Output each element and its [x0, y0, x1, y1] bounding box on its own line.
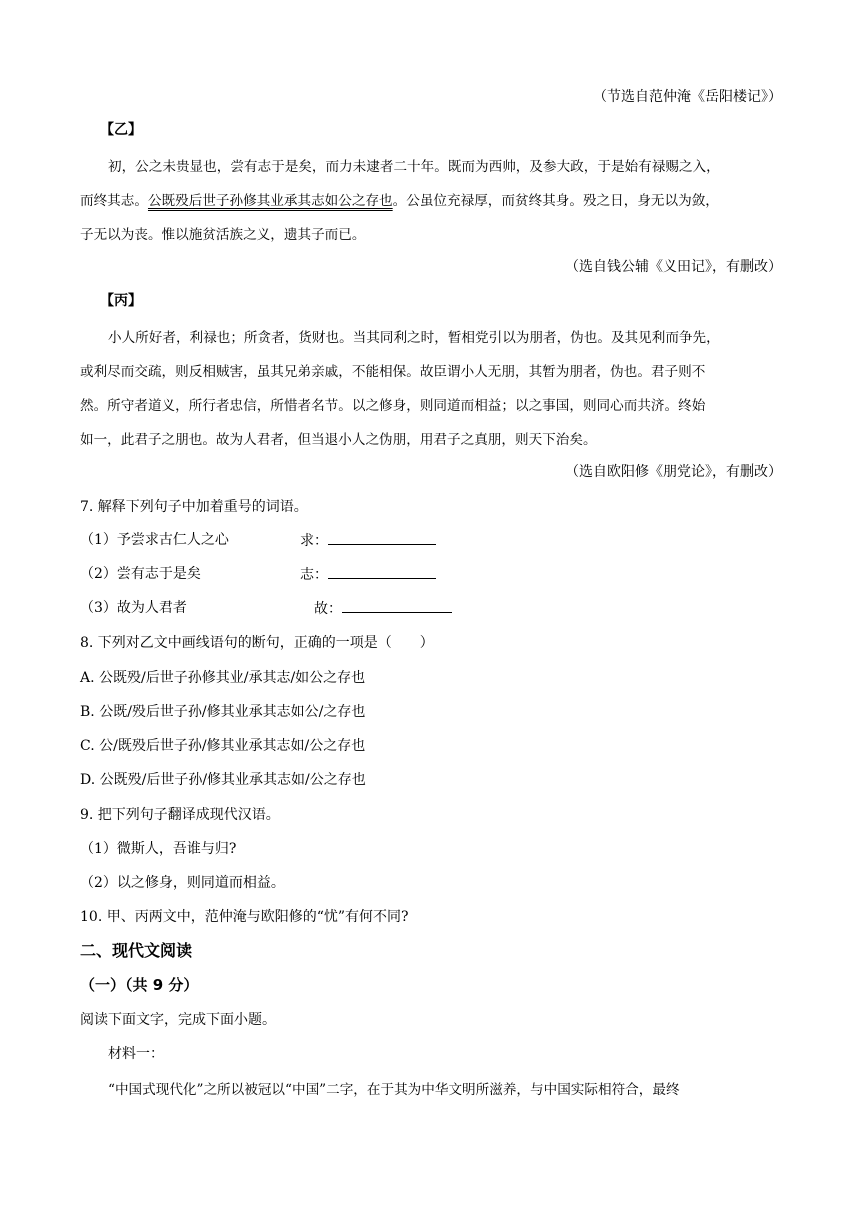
answer-blank[interactable] — [328, 530, 436, 545]
citation-yi: （选自钱公辅《义田记》，有删改） — [565, 259, 782, 275]
answer-label: 故： — [314, 601, 342, 617]
material-paragraph: “中国式现代化”之所以被冠以“中国”二字，在于其为中华文明所滋养，与中国实际相符合，最终 — [108, 1082, 680, 1098]
question-9-item: （1）微斯人，吾谁与归? — [80, 841, 237, 857]
passage-bing-label: 【丙】 — [100, 293, 142, 309]
question-7-answer — [314, 598, 452, 619]
section-title: 二、现代文阅读 — [80, 941, 193, 960]
option-c[interactable]: C. 公/既殁后世子孙/修其业承其志如/公之存也 — [80, 738, 366, 754]
option-b[interactable]: B. 公既/殁后世子孙/修其业承其志如公/之存也 — [80, 704, 366, 720]
question-7-item: （3）故为人君者 — [80, 600, 187, 616]
text-run: 。公虽位充禄厚，而贫终其身。殁之日，身无以为敛， — [392, 193, 719, 209]
passage-bing-line: 如一，此君子之朋也。故为人君者，但当退小人之伪朋，用君子之真朋，则天下治矣。 — [80, 432, 597, 448]
question-9-item: （2）以之修身，则同道而相益。 — [80, 875, 285, 891]
answer-label: 求： — [300, 533, 328, 549]
passage-yi-label: 【乙】 — [100, 122, 142, 138]
option-d[interactable]: D. 公既殁/后世子孙/修其业承其志如/公之存也 — [80, 772, 366, 788]
instruction-text: 阅读下面文字，完成下面小题。 — [80, 1012, 276, 1028]
answer-blank[interactable] — [328, 564, 436, 579]
answer-blank[interactable] — [342, 598, 452, 613]
passage-yi-line: 初，公之未贵显也，尝有志于是矣，而力未逮者二十年。既而为西帅，及参大政，于是始有禄赐之入， — [108, 159, 720, 175]
passage-bing-line: 或利尽而交疏，则反相贼害，虽其兄弟亲戚，不能相保。故臣谓小人无朋，其暂为朋者，伪也。君子则不 — [80, 364, 706, 380]
underlined-sentence: 公既殁后世子孙修其业承其志如公之存也 — [147, 193, 393, 209]
passage-yi-line: 子无以为丧。惟以施贫活族之义，遗其子而已。 — [80, 227, 366, 243]
passage-bing-line: 小人所好者，利禄也；所贪者，货财也。当其同利之时，暂相党引以为朋者，伪也。及其见利而争先， — [108, 330, 720, 346]
text-run: 而终其志。 — [80, 193, 148, 209]
question-7-stem: 7. 解释下列句子中加着重号的词语。 — [80, 499, 308, 515]
question-9-stem: 9. 把下列句子翻译成现代汉语。 — [80, 807, 280, 823]
answer-label: 志： — [300, 567, 328, 583]
citation-bing: （选自欧阳修《朋党论》，有删改） — [565, 464, 782, 480]
material-label: 材料一： — [108, 1046, 164, 1062]
citation-jia: （节选自范仲淹《岳阳楼记》） — [593, 89, 782, 105]
question-8-stem: 8. 下列对乙文中画线语句的断句，正确的一项是（ ） — [80, 635, 434, 651]
question-7-answer — [300, 530, 436, 551]
passage-bing-line: 然。所守者道义，所行者忠信，所惜者名节。以之修身，则同道而相益；以之事国，则同心而共济。终始 — [80, 398, 706, 414]
subsection-title: （一）（共 9 分） — [80, 976, 199, 994]
question-7-item: （2）尝有志于是矣 — [80, 566, 201, 582]
option-a[interactable]: A. 公既殁/后世子孙修其业/承其志/如公之存也 — [80, 670, 366, 686]
question-7-item: （1）予尝求古仁人之心 — [80, 532, 229, 548]
question-10-stem: 10. 甲、丙两文中，范仲淹与欧阳修的“忧”有何不同? — [80, 909, 409, 925]
passage-yi-line — [80, 184, 790, 218]
question-7-answer — [300, 564, 436, 585]
